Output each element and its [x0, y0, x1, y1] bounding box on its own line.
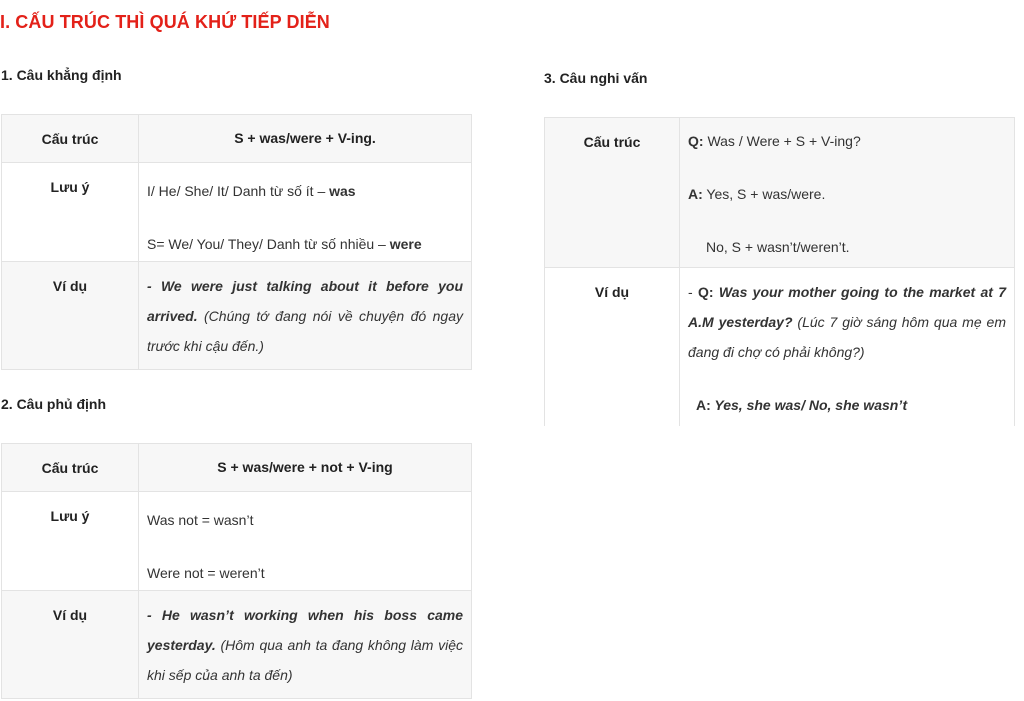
table-row: [2, 444, 472, 492]
example-english: - He wasn’t working when his boss came yesterday.: [147, 607, 463, 653]
table-row: [2, 262, 472, 370]
affirmative-heading: 1. Câu khẳng định: [1, 67, 122, 83]
note-verb: were: [389, 236, 422, 252]
interrogative-heading: 3. Câu nghi vấn: [544, 70, 648, 86]
negative-answer-formula: No, S + wasn’t/weren’t.: [706, 239, 850, 255]
table-row: [2, 115, 472, 163]
example-cell: [680, 268, 1015, 426]
table-row: [2, 163, 472, 262]
structure-formula: S + was/were + not + V-ing: [139, 444, 472, 492]
example-vietnamese: (Hôm qua anh ta đang không làm việc khi sếp của anh ta đến): [147, 637, 463, 683]
row-label: Lưu ý: [2, 492, 139, 591]
row-label: Cấu trúc: [2, 115, 139, 163]
example-cell: [139, 591, 472, 699]
row-label: Lưu ý: [2, 163, 139, 262]
question-formula: Was / Were + S + V-ing?: [703, 133, 861, 149]
structure-cell: [680, 118, 1015, 268]
row-label: Ví dụ: [2, 262, 139, 370]
row-label: Cấu trúc: [2, 444, 139, 492]
answer-formula: Yes, S + was/were.: [702, 186, 826, 202]
page-title: I. CẤU TRÚC THÌ QUÁ KHỨ TIẾP DIỄN: [0, 12, 330, 32]
affirmative-table: [1, 114, 472, 370]
note-verb: was: [329, 183, 356, 199]
example-question-vietnamese: (Lúc 7 giờ sáng hôm qua mẹ em đang đi chợ có phải không?): [688, 314, 1006, 360]
note-text: S= We/ You/ They/ Danh từ số nhiều –: [147, 236, 390, 252]
structure-formula: S + was/were + V-ing.: [139, 115, 472, 163]
answer-label: A:: [688, 186, 703, 202]
table-row: [545, 268, 1015, 426]
question-label: Q:: [688, 133, 704, 149]
example-question: Was your mother going to the market at 7 A.M yesterday?: [688, 284, 1006, 330]
note-text: Were not = weren’t: [147, 565, 265, 581]
table-row: [2, 492, 472, 591]
negative-heading: 2. Câu phủ định: [1, 396, 106, 412]
example-answer-label: A:: [696, 397, 711, 413]
note-text: I/ He/ She/ It/ Danh từ số ít –: [147, 183, 330, 199]
example-prefix: -: [688, 284, 698, 300]
example-question-label: Q:: [697, 284, 714, 300]
negative-table: [1, 443, 472, 699]
table-row: [2, 591, 472, 699]
row-label: Ví dụ: [2, 591, 139, 699]
example-vietnamese: (Chúng tớ đang nói về chuyện đó ngay trước khi cậu đến.): [147, 308, 463, 354]
note-cell: [139, 492, 472, 591]
interrogative-table: [544, 117, 1015, 426]
example-cell: [139, 262, 472, 370]
row-label: Ví dụ: [545, 268, 680, 426]
table-row: [545, 118, 1015, 268]
row-label: Cấu trúc: [545, 118, 680, 268]
note-text: Was not = wasn’t: [147, 512, 254, 528]
note-cell: [139, 163, 472, 262]
example-answer: Yes, she was/ No, she wasn’t: [710, 397, 908, 413]
example-english: - We were just talking about it before you arrived.: [147, 278, 463, 324]
